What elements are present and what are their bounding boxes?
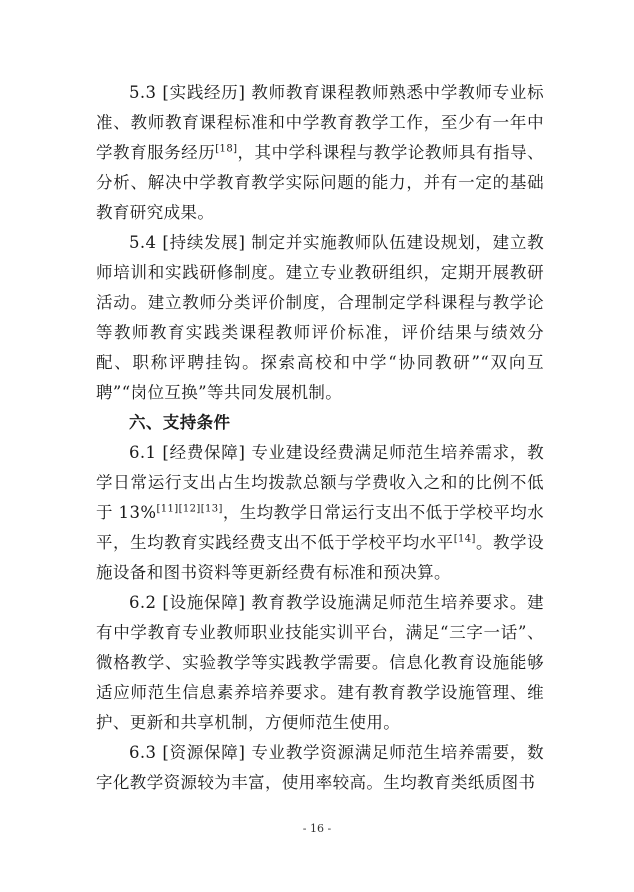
text-run: 5.3 [实践经历] 教师教育课程教师熟悉中学教师专业标准、教师教育课程标准和中学教育教学工作，至少有一年中学教育服务经历	[96, 83, 544, 162]
paragraph	[96, 438, 544, 588]
text-run: 六、支持条件	[129, 413, 231, 432]
paragraph	[96, 78, 544, 228]
text-run: 6.1 [经费保障] 专业建设经费满足师范生培养需求，教学日常运行支出占生均拨款总额与学费收入之和的比例不低于 13%	[96, 443, 544, 522]
paragraph	[96, 588, 544, 738]
text-run: 5.4 [持续发展] 制定并实施教师队伍建设规划，建立教师培训和实践研修制度。建立专业教研组织，定期开展教研活动。建立教师分类评价制度，合理制定学科课程与教学论等教师教育实践类课程教师评价标准，评价结果与绩效分配、职称评聘挂钩。探索高校和中学“协同教研”“双向互聘”“岗位互换”等共同发展机制。	[96, 233, 544, 402]
text-run: ，生均教学日常运行支出不低于学校平均水平，生均教育实践经费支出不低于学校平均水平	[96, 503, 544, 552]
section-heading	[96, 408, 544, 438]
document-body	[96, 78, 544, 798]
text-run: 6.3 [资源保障] 专业教学资源满足师范生培养需要，数字化教学资源较为丰富，使用率较高。生均教育类纸质图书	[96, 743, 544, 792]
citation-ref: [11][12][13]	[156, 503, 223, 515]
paragraph	[96, 228, 544, 408]
citation-ref: [14]	[453, 533, 476, 545]
paragraph	[96, 738, 544, 798]
citation-ref: [18]	[215, 143, 238, 155]
text-run: 6.2 [设施保障] 教育教学设施满足师范生培养要求。建有中学教育专业教师职业技能实训平台，满足“三字一话”、微格教学、实验教学等实践教学需要。信息化教育设施能够适应师范生信息素养培养要求。建有教育教学设施管理、维护、更新和共享机制，方便师范生使用。	[96, 593, 544, 732]
text-run: ，其中学科课程与教学论教师具有指导、分析、解决中学教育教学实际问题的能力，并有一定的基础教育研究成果。	[96, 143, 544, 222]
text-run: 。教学设施设备和图书资料等更新经费有标准和预决算。	[96, 533, 544, 582]
page-number: - 16 -	[302, 822, 332, 835]
